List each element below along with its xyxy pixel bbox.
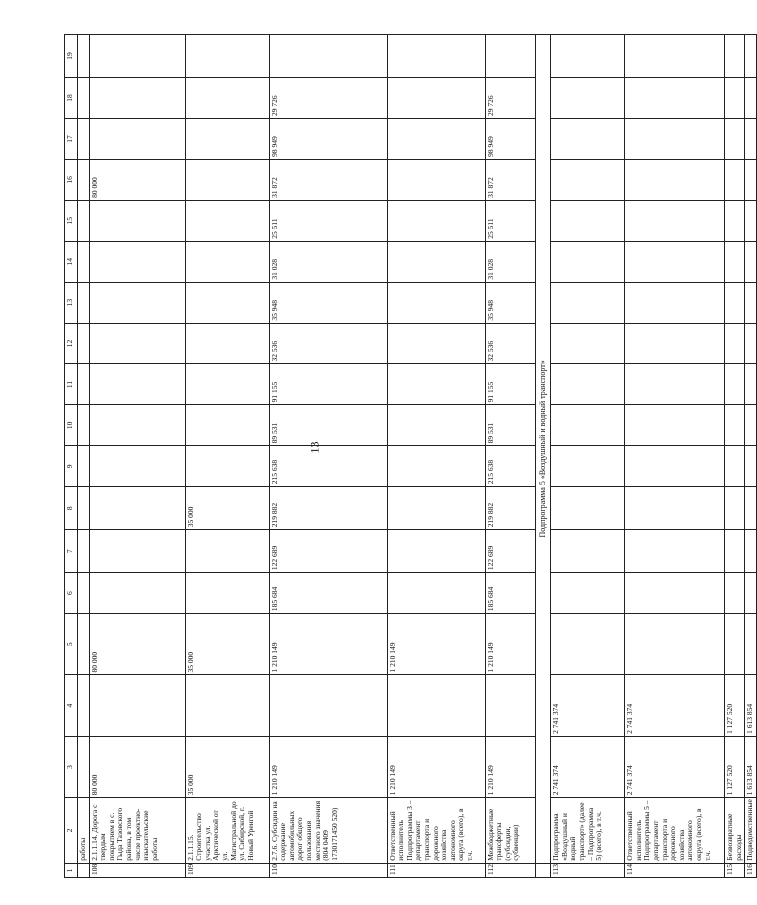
col-header-7: 7 (65, 530, 78, 573)
cell-col-15: 25 511 (269, 200, 387, 241)
cell-col-13 (725, 282, 745, 323)
rows-part-1 (89, 35, 535, 878)
row-description: 2.1.1.14. Дорога с твердым покрытием в с. Гыда Тазовского района, в том числе проектно-изыскательские работы (89, 798, 185, 863)
cell-col-8: 35 000 (185, 487, 269, 530)
cell-col-4: 1 127 520 (725, 675, 745, 736)
cell-col-5: 80 000 (89, 614, 185, 675)
cell-col-17 (625, 118, 725, 159)
cell-col-3: 80 000 (89, 736, 185, 797)
row-description: 2.1.1.15. Строительство участка ул. Арктической от ул. Магистральной до ул. Сибирской, г. Новый Уренгой (185, 798, 269, 863)
cell-col-11 (89, 364, 185, 405)
cell-col-7 (89, 530, 185, 573)
cell-col-5: 1 210 149 (485, 614, 535, 675)
cell-col-19 (745, 35, 757, 78)
cell-col-9 (89, 446, 185, 487)
cell-col-14: 31 028 (485, 241, 535, 282)
cell-col-6: 185 684 (269, 573, 387, 614)
cell-col-6: 185 684 (485, 573, 535, 614)
section-title: Подпрограмма 5 «Воздушный и водный транспорт» (535, 35, 551, 864)
cell-col-15 (745, 200, 757, 241)
table-row (745, 35, 757, 878)
cell-col-6 (185, 573, 269, 614)
cell-col-16 (725, 159, 745, 200)
cell-col-12 (625, 323, 725, 364)
table-row (485, 35, 535, 878)
cell-col-3: 1 210 149 (387, 736, 485, 797)
cell-col-3: 2 741 374 (551, 736, 625, 797)
cell-col-10 (725, 405, 745, 446)
cell-col-9 (745, 446, 757, 487)
top-fragment: работы (78, 798, 90, 863)
row-description: Безвозвратные расходы (725, 798, 745, 863)
cell-col-14 (185, 241, 269, 282)
row-number: 109 (185, 863, 269, 877)
cell-col-10 (387, 405, 485, 446)
rotated-table-container (64, 34, 755, 878)
table-row (89, 35, 185, 878)
cell-col-7: 122 689 (485, 530, 535, 573)
cell-col-10 (551, 405, 625, 446)
row-description: Ответственный исполнитель Подпрограммы 5 – департамент транспорта и дорожного хозяйства автономного округа (всего), в т.ч. (625, 798, 725, 863)
table-row (78, 35, 90, 878)
cell-col-18: 29 726 (485, 78, 535, 119)
cell-col-3: 1 127 520 (725, 736, 745, 797)
cell-col-17 (551, 118, 625, 159)
cell-col-11 (185, 364, 269, 405)
cell-col-11: 91 155 (269, 364, 387, 405)
cell-col-18 (745, 78, 757, 119)
row-number: 116 (745, 863, 757, 877)
cell-col-13 (625, 282, 725, 323)
col-header-2: 2 (65, 798, 78, 863)
cell-col-16 (185, 159, 269, 200)
table-row (387, 35, 485, 878)
cell-col-5: 1 210 149 (269, 614, 387, 675)
row-description: Подведомственные (745, 798, 757, 863)
section-row (535, 35, 551, 878)
cell-col-3: 2 741 374 (625, 736, 725, 797)
cell-col-12 (725, 323, 745, 364)
cell-col-15 (725, 200, 745, 241)
cell-col-13: 35 948 (485, 282, 535, 323)
cell-col-19 (387, 35, 485, 78)
cell-col-8 (625, 487, 725, 530)
cell-col-12 (551, 323, 625, 364)
rows-part-2 (551, 35, 757, 878)
cell-col-11 (551, 364, 625, 405)
table-row (551, 35, 625, 878)
col-header-17: 17 (65, 118, 78, 159)
cell-col-16: 31 872 (485, 159, 535, 200)
cell-col-13 (387, 282, 485, 323)
col-header-5: 5 (65, 614, 78, 675)
cell-col-18 (387, 78, 485, 119)
cell-col-4: 2 741 374 (551, 675, 625, 736)
cell-col-9 (185, 446, 269, 487)
cell-col-11: 91 155 (485, 364, 535, 405)
cell-col-17: 98 949 (269, 118, 387, 159)
cell-col-9 (551, 446, 625, 487)
col-header-1: 1 (65, 863, 78, 877)
cell-col-13 (89, 282, 185, 323)
cell-col-17 (745, 118, 757, 159)
cell-col-18 (185, 78, 269, 119)
cell-col-17 (725, 118, 745, 159)
cell-col-19 (269, 35, 387, 78)
col-header-19: 19 (65, 35, 78, 78)
cell-col-9: 215 638 (269, 446, 387, 487)
cell-col-8 (551, 487, 625, 530)
cell-col-6 (745, 573, 757, 614)
row-number: 111 (387, 863, 485, 877)
cell-col-6 (551, 573, 625, 614)
cell-col-15 (89, 200, 185, 241)
cell-col-10: 89 531 (485, 405, 535, 446)
cell-col-14 (89, 241, 185, 282)
row-description: Межбюджетные трансферты (субсидии, субвенции) (485, 798, 535, 863)
row-number: 113 (551, 863, 625, 877)
col-header-15: 15 (65, 200, 78, 241)
cell-col-9 (725, 446, 745, 487)
cell-col-15: 25 511 (485, 200, 535, 241)
cell-col-16 (387, 159, 485, 200)
cell-col-17 (89, 118, 185, 159)
column-number-row (65, 35, 78, 878)
budget-table (64, 34, 757, 878)
cell-col-13 (551, 282, 625, 323)
cell-col-12 (185, 323, 269, 364)
cell-col-13 (185, 282, 269, 323)
cell-col-8: 219 882 (269, 487, 387, 530)
cell-col-18 (551, 78, 625, 119)
col-header-18: 18 (65, 78, 78, 119)
cell-col-19 (89, 35, 185, 78)
cell-col-12: 32 536 (269, 323, 387, 364)
cell-col-17 (185, 118, 269, 159)
cell-col-3: 1 613 854 (745, 736, 757, 797)
cell-col-16 (551, 159, 625, 200)
cell-col-19 (725, 35, 745, 78)
cell-col-15 (387, 200, 485, 241)
cell-col-16: 80 000 (89, 159, 185, 200)
cell-col-16 (745, 159, 757, 200)
col-header-11: 11 (65, 364, 78, 405)
cell-col-6 (625, 573, 725, 614)
row-number: 112 (485, 863, 535, 877)
cell-col-7 (551, 530, 625, 573)
cell-col-9: 215 638 (485, 446, 535, 487)
cell-col-6 (725, 573, 745, 614)
cell-col-15 (185, 200, 269, 241)
cell-col-16 (625, 159, 725, 200)
cell-col-6 (387, 573, 485, 614)
col-header-16: 16 (65, 159, 78, 200)
table-row (269, 35, 387, 878)
cell-col-14 (551, 241, 625, 282)
cell-col-4 (485, 675, 535, 736)
row-description: 2.7.6. Субсидии на содержание автомобильных дорог общего пользования местного значения (804 0409 1730171450 520) (269, 798, 387, 863)
cell-col-4 (89, 675, 185, 736)
row-number: 108 (89, 863, 185, 877)
cell-col-6 (89, 573, 185, 614)
cell-col-15 (625, 200, 725, 241)
cell-col-8 (89, 487, 185, 530)
cell-col-5 (725, 614, 745, 675)
cell-col-8: 219 882 (485, 487, 535, 530)
col-header-9: 9 (65, 446, 78, 487)
cell-col-13: 35 948 (269, 282, 387, 323)
col-header-12: 12 (65, 323, 78, 364)
cell-col-3: 35 000 (185, 736, 269, 797)
col-header-10: 10 (65, 405, 78, 446)
cell-col-3: 1 210 149 (269, 736, 387, 797)
cell-col-7 (185, 530, 269, 573)
cell-col-10 (89, 405, 185, 446)
cell-col-18: 29 726 (269, 78, 387, 119)
cell-col-16: 31 872 (269, 159, 387, 200)
cell-col-5 (625, 614, 725, 675)
cell-col-8 (387, 487, 485, 530)
cell-col-17: 98 949 (485, 118, 535, 159)
row-description: Подпрограмма «Воздушный и водный транспорт» (далее – Подпрограмма 5) (всего), в т.ч. (551, 798, 625, 863)
col-header-13: 13 (65, 282, 78, 323)
cell-col-5 (745, 614, 757, 675)
table-row (725, 35, 745, 878)
row-number: 115 (725, 863, 745, 877)
cell-col-13 (745, 282, 757, 323)
cell-col-3: 1 210 149 (485, 736, 535, 797)
cell-col-10 (185, 405, 269, 446)
cell-col-10 (625, 405, 725, 446)
cell-col-4: 2 741 374 (625, 675, 725, 736)
cell-col-14 (625, 241, 725, 282)
table-row (185, 35, 269, 878)
cell-col-7 (725, 530, 745, 573)
cell-col-8 (725, 487, 745, 530)
cell-col-11 (625, 364, 725, 405)
cell-col-14: 31 028 (269, 241, 387, 282)
cell-col-7 (745, 530, 757, 573)
cell-col-18 (625, 78, 725, 119)
col-header-4: 4 (65, 675, 78, 736)
col-header-14: 14 (65, 241, 78, 282)
cell-col-4 (387, 675, 485, 736)
cell-col-11 (745, 364, 757, 405)
cell-col-18 (89, 78, 185, 119)
row-description: Ответственный исполнитель Подпрограммы 3 – департамент транспорта и дорожного хозяйства автономного округа (всего), в т.ч. (387, 798, 485, 863)
cell-col-15 (551, 200, 625, 241)
col-header-6: 6 (65, 573, 78, 614)
cell-col-19 (551, 35, 625, 78)
cell-col-7: 122 689 (269, 530, 387, 573)
col-header-3: 3 (65, 736, 78, 797)
cell-col-12 (387, 323, 485, 364)
col-header-8: 8 (65, 487, 78, 530)
cell-col-19 (625, 35, 725, 78)
cell-col-4: 1 613 854 (745, 675, 757, 736)
cell-col-11 (387, 364, 485, 405)
cell-col-8 (745, 487, 757, 530)
cell-col-5: 1 210 149 (387, 614, 485, 675)
cell-col-10: 89 531 (269, 405, 387, 446)
cell-col-5: 35 000 (185, 614, 269, 675)
row-number: 110 (269, 863, 387, 877)
cell-col-19 (485, 35, 535, 78)
cell-col-7 (625, 530, 725, 573)
row-number: 114 (625, 863, 725, 877)
cell-col-14 (745, 241, 757, 282)
cell-col-4 (185, 675, 269, 736)
cell-col-12: 32 536 (485, 323, 535, 364)
cell-col-19 (185, 35, 269, 78)
cell-col-9 (387, 446, 485, 487)
cell-col-12 (89, 323, 185, 364)
cell-col-4 (269, 675, 387, 736)
cell-col-18 (725, 78, 745, 119)
cell-col-12 (745, 323, 757, 364)
cell-col-5 (551, 614, 625, 675)
cell-col-7 (387, 530, 485, 573)
cell-col-10 (745, 405, 757, 446)
cell-col-14 (387, 241, 485, 282)
cell-col-14 (725, 241, 745, 282)
cell-col-11 (725, 364, 745, 405)
cell-col-17 (387, 118, 485, 159)
cell-col-9 (625, 446, 725, 487)
page-number: 13 (307, 441, 322, 454)
table-row (625, 35, 725, 878)
